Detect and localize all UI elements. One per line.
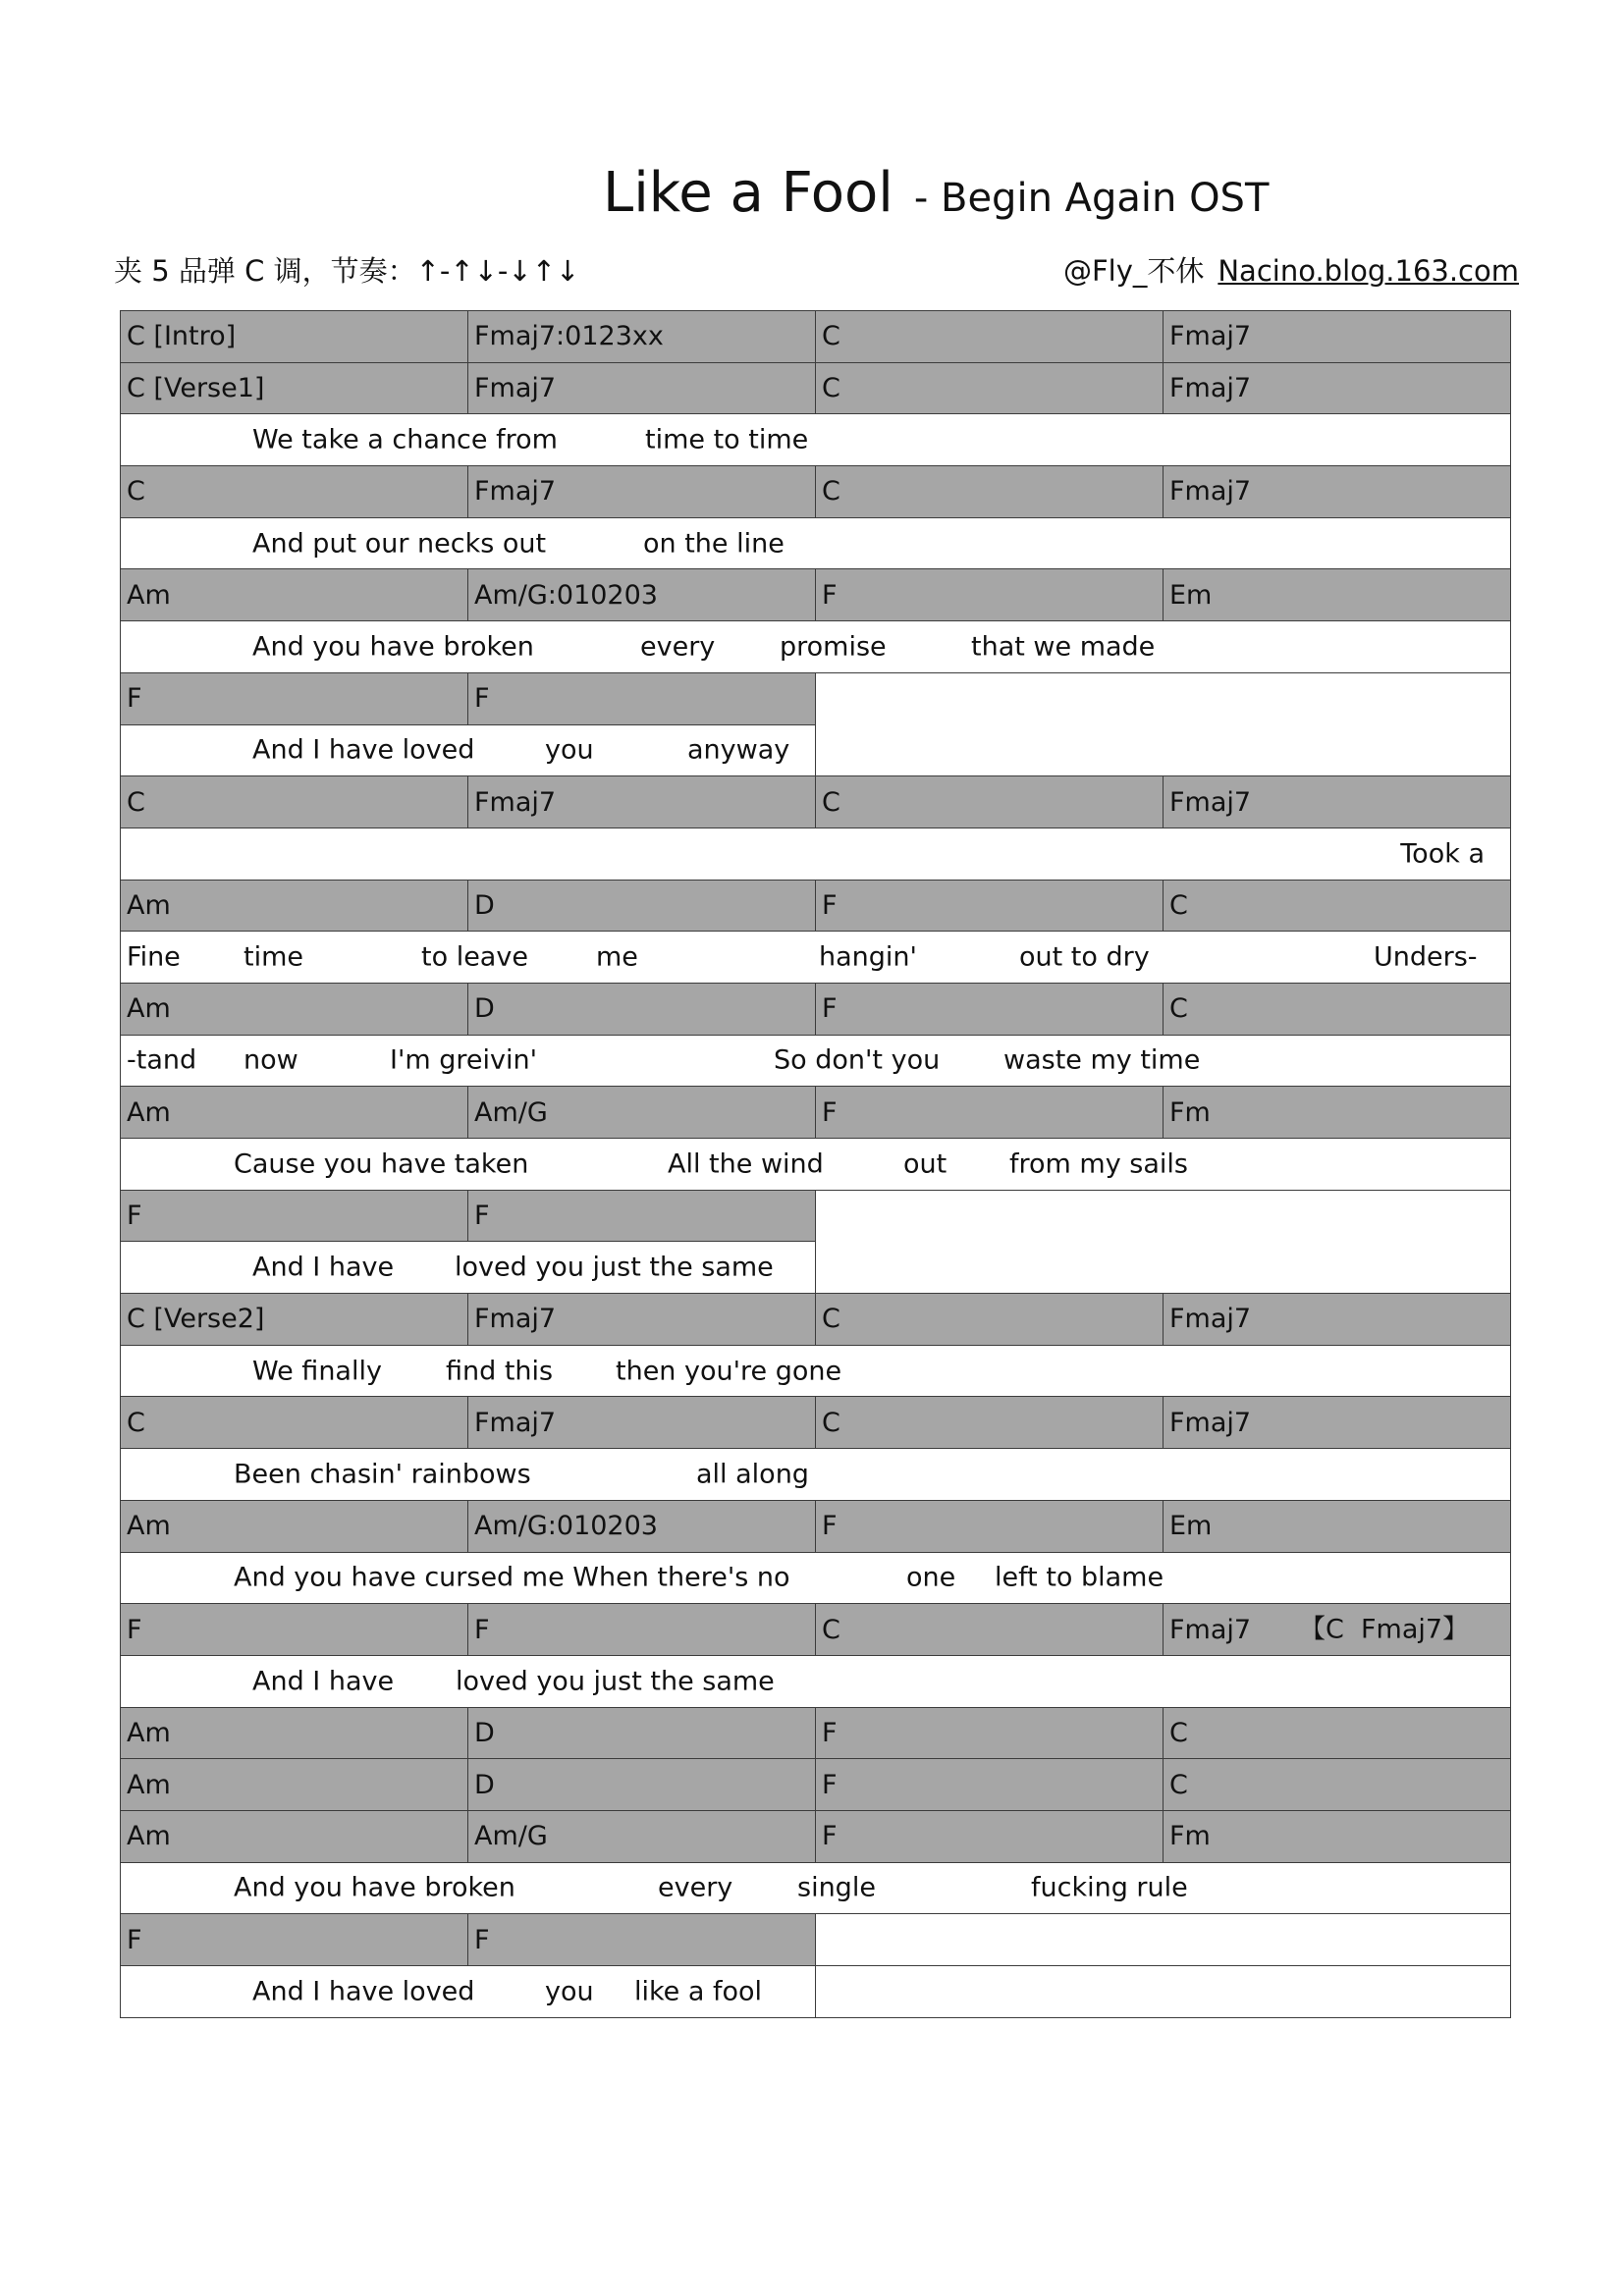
- chord-cell: C: [121, 466, 468, 518]
- chord-cell: Am: [121, 1708, 468, 1760]
- lyric-text: And you have broken: [252, 631, 534, 663]
- lyric-text: Unders-: [1374, 941, 1478, 973]
- lyric-text: one: [906, 1562, 956, 1593]
- chord-cell: D: [468, 1759, 816, 1811]
- chord-cell: Fmaj7: [468, 363, 816, 415]
- lyric-line: [121, 1863, 1511, 1915]
- lyric-text: you: [545, 734, 594, 766]
- chord-cell: C: [121, 1397, 468, 1449]
- chord-cell: D: [468, 881, 816, 933]
- lyric-line: [121, 1553, 1511, 1605]
- chord-cell: C: [121, 776, 468, 828]
- lyric-text: you: [545, 1976, 594, 2007]
- blog-link[interactable]: Nacino.blog.163.com: [1218, 254, 1519, 288]
- song-title-block: [603, 161, 1270, 234]
- lyric-text: find this: [446, 1356, 554, 1387]
- empty-cell: [816, 1966, 1511, 2018]
- chord-cell: F: [816, 1501, 1164, 1553]
- chord-cell: Fmaj7: [1164, 1294, 1511, 1346]
- lyric-text: fucking rule: [1031, 1872, 1188, 1903]
- lyric-text: waste my time: [1003, 1044, 1201, 1076]
- lyric-text: I'm greivin': [390, 1044, 538, 1076]
- lyric-text: out: [903, 1148, 947, 1180]
- lyric-text: We take a chance from: [252, 424, 558, 455]
- chord-cell: Fm: [1164, 1087, 1511, 1139]
- lyric-line: [121, 1346, 1511, 1398]
- author-credit: [1063, 251, 1519, 291]
- chord-cell: C: [1164, 1759, 1511, 1811]
- song-title: Like a Fool: [603, 161, 893, 225]
- lyric-text: loved you just the same: [456, 1666, 775, 1697]
- lyric-text: And I have loved: [252, 734, 475, 766]
- chord-cell: Fmaj7: [1164, 363, 1511, 415]
- lyric-text: like a fool: [634, 1976, 763, 2007]
- chord-cell: F: [468, 673, 816, 725]
- lyric-text: all along: [696, 1459, 809, 1490]
- chord-cell: F: [816, 1759, 1164, 1811]
- lyric-text: hangin': [819, 941, 917, 973]
- chord-cell: Fmaj7: [1164, 1397, 1511, 1449]
- lyric-text: And I have: [252, 1252, 395, 1283]
- lyric-line: [121, 725, 816, 777]
- lyric-line: [121, 1966, 816, 2018]
- lyric-text: And I have loved: [252, 1976, 475, 2007]
- chord-cell: F: [468, 1191, 816, 1243]
- chord-cell: Fmaj7: [1164, 466, 1511, 518]
- lyric-line: [121, 518, 1511, 570]
- chord-cell: F: [816, 569, 1164, 621]
- chord-cell: D: [468, 984, 816, 1036]
- lyric-text: anyway: [687, 734, 790, 766]
- chord-cell: F: [121, 673, 468, 725]
- chord-cell: Fmaj7: [468, 1397, 816, 1449]
- lyric-line: [121, 1449, 1511, 1501]
- lyric-line: [121, 1656, 1511, 1708]
- chord-cell: Fmaj7: [468, 776, 816, 828]
- chord-cell: C: [816, 1604, 1164, 1656]
- empty-cell: [816, 673, 1511, 776]
- chord-cell: F: [816, 1708, 1164, 1760]
- song-subtitle: - Begin Again OST: [913, 176, 1270, 221]
- chord-sheet-table: [120, 310, 1511, 2018]
- empty-cell: [816, 1191, 1511, 1294]
- lyric-text: me: [596, 941, 638, 973]
- lyric-text: out to dry: [1019, 941, 1150, 973]
- chord-cell: Am: [121, 881, 468, 933]
- lyric-text: -tand: [127, 1044, 197, 1076]
- lyric-text: to leave: [421, 941, 528, 973]
- capo-rhythm-info: 夹 5 品弹 C 调，节奏：↑-↑↓-↓↑↓: [114, 254, 580, 288]
- chord-cell: Fmaj7: [468, 466, 816, 518]
- chord-cell: Am: [121, 1811, 468, 1863]
- chord-cell: C: [816, 1397, 1164, 1449]
- lyric-text: every: [658, 1872, 733, 1903]
- lyric-text: now: [244, 1044, 298, 1076]
- chord-cell: C [Intro]: [121, 311, 468, 363]
- lyric-text: And you have broken: [234, 1872, 515, 1903]
- lyric-line: [121, 621, 1511, 673]
- lyric-text: We finally: [252, 1356, 382, 1387]
- chord-cell: F: [468, 1604, 816, 1656]
- chord-cell: Fmaj7: [1164, 776, 1511, 828]
- lyric-text: on the line: [643, 528, 785, 560]
- chord-cell: C: [816, 776, 1164, 828]
- chord-cell: C [Verse2]: [121, 1294, 468, 1346]
- chord-cell: F: [816, 1087, 1164, 1139]
- chord-cell: F: [816, 881, 1164, 933]
- lyric-text: every: [640, 631, 716, 663]
- chord-cell: C: [816, 1294, 1164, 1346]
- chord-cell: C: [1164, 984, 1511, 1036]
- chord-cell: Em: [1164, 1501, 1511, 1553]
- chord-cell: C: [1164, 1708, 1511, 1760]
- chord-cell: C: [816, 363, 1164, 415]
- lyric-line: [121, 828, 1511, 881]
- chord-cell: Am: [121, 984, 468, 1036]
- lyric-text: Cause you have taken: [234, 1148, 529, 1180]
- chord-cell: Fmaj7:0123xx: [468, 311, 816, 363]
- lyric-text: single: [797, 1872, 876, 1903]
- chord-cell: Am/G:010203: [468, 569, 816, 621]
- chord-cell: C [Verse1]: [121, 363, 468, 415]
- chord-cell: C: [816, 311, 1164, 363]
- lyric-text: All the wind: [668, 1148, 824, 1180]
- lyric-line: [121, 932, 1511, 984]
- lyric-text: that we made: [971, 631, 1156, 663]
- lyric-text: And you have cursed me When there's no: [234, 1562, 790, 1593]
- chord-cell: F: [816, 1811, 1164, 1863]
- lyric-line: [121, 1139, 1511, 1191]
- lyric-text: Fine: [127, 941, 181, 973]
- chord-cell: Fmaj7: [1164, 311, 1511, 363]
- chord-cell: Am: [121, 1501, 468, 1553]
- lyric-text: And I have: [252, 1666, 395, 1697]
- chord-cell: Fm: [1164, 1811, 1511, 1863]
- chord-cell: Am: [121, 1759, 468, 1811]
- chord-cell: F: [121, 1191, 468, 1243]
- chord-cell: C: [1164, 881, 1511, 933]
- lyric-line: [121, 1036, 1511, 1088]
- chord-cell: Fmaj7: [468, 1294, 816, 1346]
- lyric-text: then you're gone: [616, 1356, 842, 1387]
- lyric-line: [121, 1242, 816, 1294]
- author-name: @Fly_不休: [1062, 254, 1205, 288]
- lyric-line: [121, 414, 1511, 466]
- lyric-text: And put our necks out: [252, 528, 547, 560]
- lyric-text: So don't you: [774, 1044, 941, 1076]
- lyric-text: left to blame: [995, 1562, 1164, 1593]
- chord-cell: [1164, 1604, 1511, 1656]
- empty-cell: [816, 1914, 1511, 1966]
- chord-cell: F: [468, 1914, 816, 1966]
- chord-cell: Am/G: [468, 1811, 816, 1863]
- chord-cell: Am: [121, 569, 468, 621]
- chord-cell: Am/G: [468, 1087, 816, 1139]
- chord-cell: Am: [121, 1087, 468, 1139]
- lyric-text: time: [244, 941, 304, 973]
- chord-cell: C: [816, 466, 1164, 518]
- chord-name: Fmaj7: [1169, 1614, 1252, 1645]
- chord-cell: F: [121, 1604, 468, 1656]
- lyric-text: Took a: [1400, 838, 1485, 870]
- lyric-text: time to time: [645, 424, 809, 455]
- lyric-text: loved you just the same: [455, 1252, 774, 1283]
- chord-cell: F: [121, 1914, 468, 1966]
- chord-cell: F: [816, 984, 1164, 1036]
- lyric-text: from my sails: [1009, 1148, 1188, 1180]
- chord-cell: D: [468, 1708, 816, 1760]
- chord-cell: Em: [1164, 569, 1511, 621]
- chord-annotation: 【C Fmaj7】: [1299, 1614, 1470, 1645]
- chord-cell: Am/G:010203: [468, 1501, 816, 1553]
- lyric-text: promise: [780, 631, 887, 663]
- lyric-text: Been chasin' rainbows: [234, 1459, 531, 1490]
